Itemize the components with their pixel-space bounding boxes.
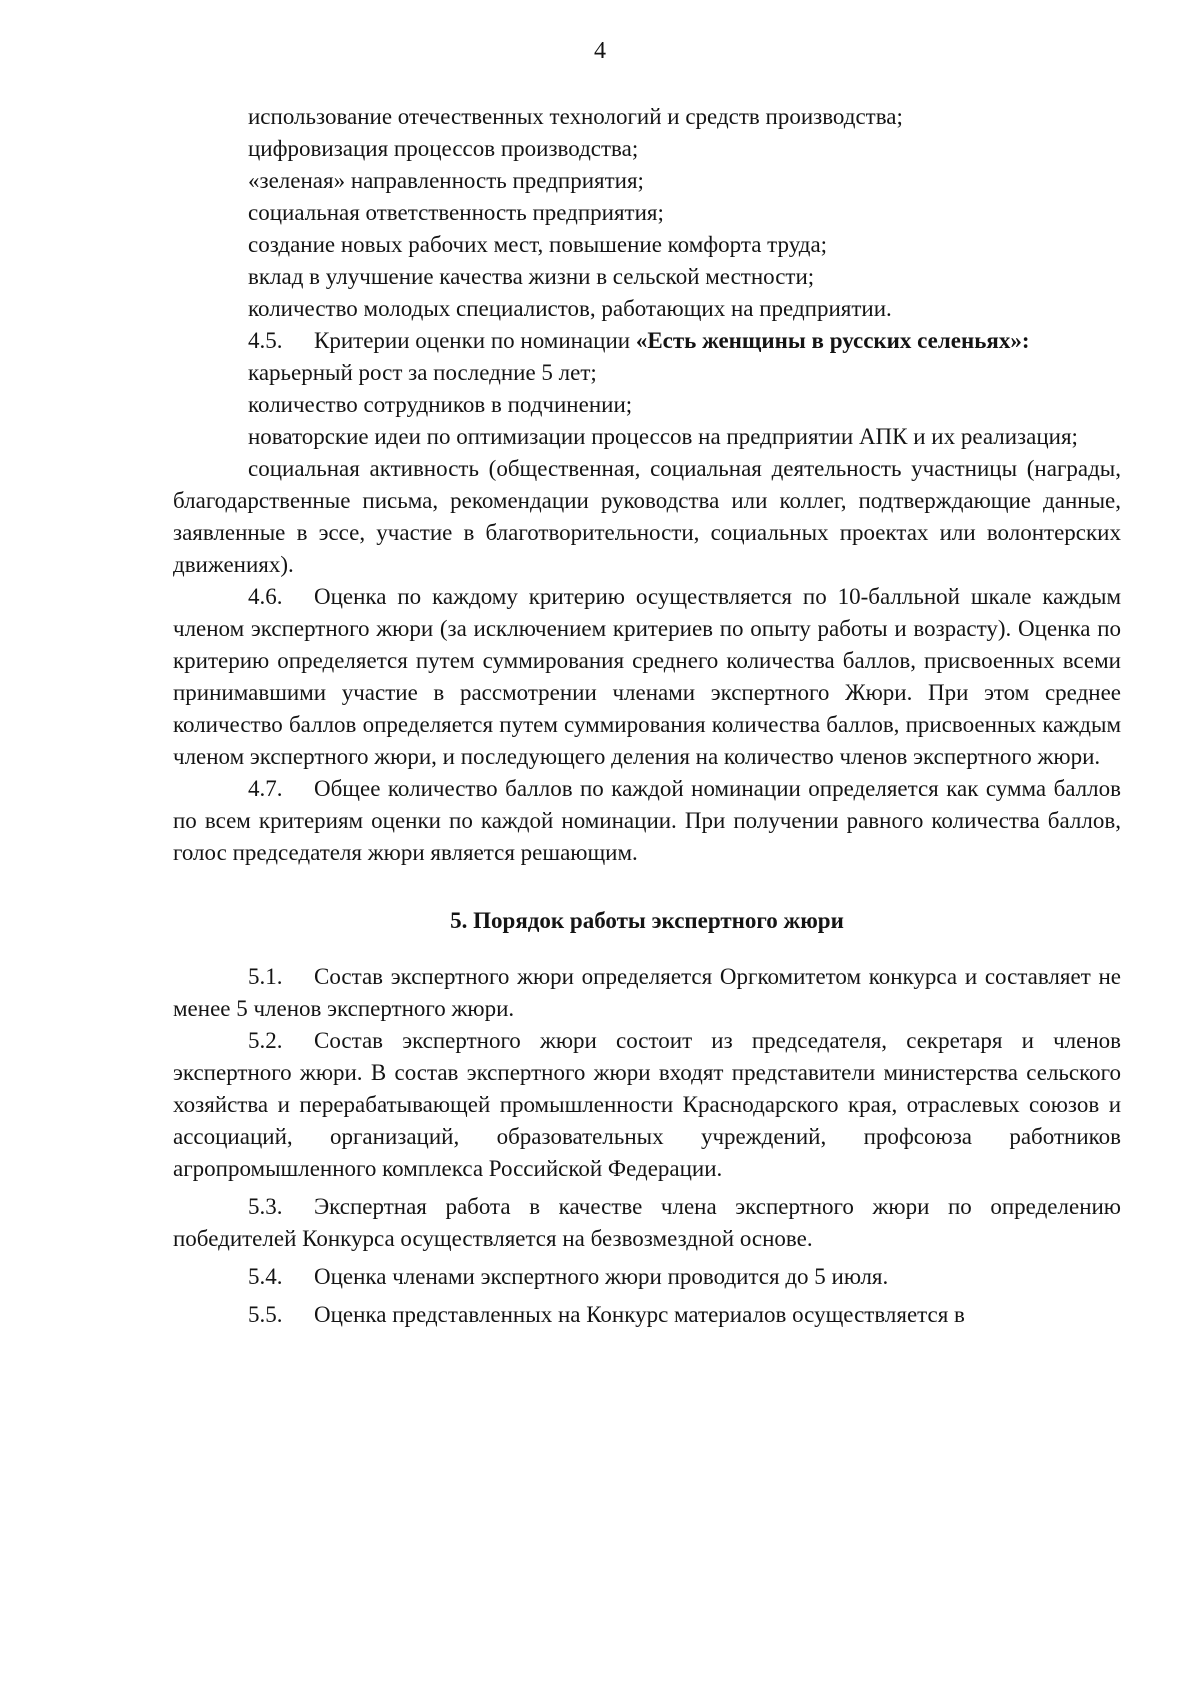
paragraph-number: 4.7. — [248, 776, 283, 801]
paragraph-number: 4.6. — [248, 584, 283, 609]
list-item: новаторские идеи по оптимизации процессов на предприятии АПК и их реализация; — [248, 424, 1078, 449]
list-item: социальная активность (общественная, социальная деятельность участницы (награды, благодарственные письма, рекомендации руководства или коллег, подтверждающие данные, заявленные в эссе, участие в благотворительности, социальных проектах или волонтерских движениях). — [173, 456, 1121, 577]
paragraph-5-4 — [173, 1261, 1121, 1293]
list-item: количество сотрудников в подчинении; — [248, 392, 633, 417]
list-item: цифровизация процессов производства; — [248, 136, 639, 161]
paragraph-4-7 — [173, 773, 1121, 869]
list-item: карьерный рост за последние 5 лет; — [248, 360, 597, 385]
paragraph-number: 5.2. — [248, 1028, 283, 1053]
paragraph-4-5 — [173, 325, 1121, 357]
paragraph-5-5 — [173, 1299, 1121, 1331]
paragraph-text: Оценка представленных на Конкурс материалов осуществляется в — [314, 1302, 965, 1327]
paragraph-number: 5.3. — [248, 1194, 283, 1219]
paragraph-text: Критерии оценки по номинации — [314, 328, 636, 353]
paragraph-text: Оценка по каждому критерию осуществляется по 10-балльной шкале каждым членом экспертного жюри (за исключением критериев по опыту работы и возрасту). Оценка по критерию определяется путем суммирования среднего количества баллов, присвоенных всеми принимавшими участие в рассмотрении членами экспертного Жюри. При этом среднее количество баллов определяется путем суммирования количества баллов, присвоенных каждым членом экспертного жюри, и последующего деления на количество членов экспертного жюри. — [173, 584, 1121, 769]
paragraph-number: 5.4. — [248, 1264, 283, 1289]
paragraph-4-6 — [173, 581, 1121, 773]
list-item: использование отечественных технологий и средств производства; — [248, 104, 903, 129]
list-item: вклад в улучшение качества жизни в сельской местности; — [248, 264, 815, 289]
nomination-title: «Есть женщины в русских селеньях»: — [635, 328, 1030, 353]
paragraph-text: Общее количество баллов по каждой номинации определяется как сумма баллов по всем критериям оценки по каждой номинации. При получении равного количества баллов, голос председателя жюри является решающим. — [173, 776, 1121, 865]
list-item: количество молодых специалистов, работающих на предприятии. — [248, 296, 892, 321]
paragraph-text: Состав экспертного жюри состоит из председателя, секретаря и членов экспертного жюри. В состав экспертного жюри входят представители министерства сельского хозяйства и перерабатывающей промышленности Краснодарского края, отраслевых союзов и ассоциаций, организаций, образовательных учреждений, профсоюза работников агропромышленного комплекса Российской Федерации. — [173, 1028, 1121, 1181]
paragraph-text: Состав экспертного жюри определяется Оргкомитетом конкурса и составляет не менее 5 членов экспертного жюри. — [173, 964, 1121, 1021]
list-item: создание новых рабочих мест, повышение комфорта труда; — [248, 232, 828, 257]
paragraph-text: Экспертная работа в качестве члена экспертного жюри по определению победителей Конкурса осуществляется на безвозмездной основе. — [173, 1194, 1121, 1251]
paragraph-5-1 — [173, 961, 1121, 1025]
paragraph-number: 5.1. — [248, 964, 283, 989]
paragraph-number: 5.5. — [248, 1302, 283, 1327]
paragraph-5-3 — [173, 1191, 1121, 1255]
paragraph-5-2 — [173, 1025, 1121, 1185]
paragraph-text: Оценка членами экспертного жюри проводится до 5 июля. — [314, 1264, 889, 1289]
paragraph-number: 4.5. — [248, 328, 283, 353]
list-item: социальная ответственность предприятия; — [248, 200, 664, 225]
document-body — [173, 101, 1121, 1331]
list-item: «зеленая» направленность предприятия; — [248, 168, 644, 193]
page-number: 4 — [594, 38, 606, 64]
section-heading: 5. Порядок работы экспертного жюри — [450, 908, 844, 933]
